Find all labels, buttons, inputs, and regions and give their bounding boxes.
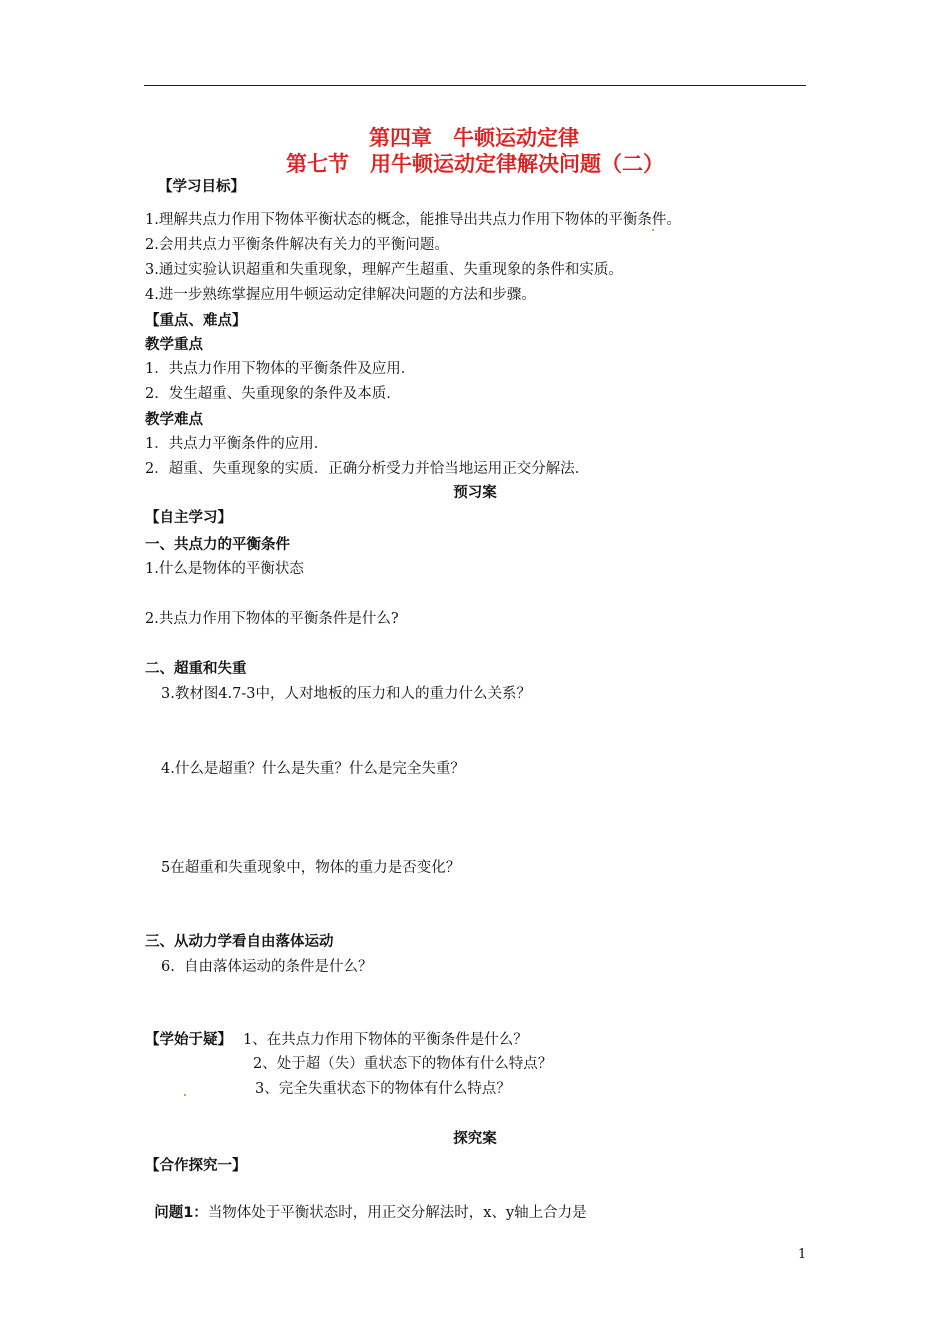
speck-mark	[652, 229, 654, 231]
header-rule	[144, 85, 806, 86]
question-text: 当物体处于平衡状态时，用正交分解法时，x、y轴上合力是	[207, 1205, 587, 1221]
question-1: 1.什么是物体的平衡状态	[145, 561, 304, 577]
question-6: 6. 自由落体运动的条件是什么？	[161, 959, 373, 975]
preview-title: 预习案	[453, 485, 497, 501]
question-4: 4.什么是超重？什么是失重？什么是完全失重？	[161, 761, 465, 777]
focus-item-2: 2．发生超重、失重现象的条件及本质．	[145, 386, 401, 402]
doubt-item-2: 2、处于超（失）重状态下的物体有什么特点？	[253, 1056, 553, 1072]
focus-label: 教学重点	[145, 337, 203, 353]
difficulty-label: 教学难点	[145, 412, 203, 428]
speck-mark	[184, 1094, 186, 1096]
goals-heading: 【学习目标】	[158, 179, 245, 195]
difficulty-item-1: 1．共点力平衡条件的应用．	[145, 436, 329, 452]
goal-item-1: 1.理解共点力作用下物体平衡状态的概念，能推导出共点力作用下物体的平衡条件。	[145, 212, 681, 228]
part2-heading: 二、超重和失重	[145, 661, 247, 677]
coop-inquiry-heading: 【合作探究一】	[145, 1158, 247, 1174]
focus-item-1: 1．共点力作用下物体的平衡条件及应用．	[145, 361, 416, 377]
doubt-item-3: 3、完全失重状态下的物体有什么特点？	[255, 1081, 511, 1097]
question-3: 3.教材图4.7-3中，人对地板的压力和人的重力什么关系？	[161, 686, 532, 702]
key-points-heading: 【重点、难点】	[145, 313, 247, 329]
doubts-label: 【学始于疑】	[145, 1032, 232, 1048]
part3-heading: 三、从动力学看自由落体运动	[145, 934, 334, 950]
goal-item-3: 3.通过实验认识超重和失重现象，理解产生超重、失重现象的条件和实质。	[145, 262, 623, 278]
difficulty-item-2: 2．超重、失重现象的实质．正确分析受力并恰当地运用正交分解法．	[145, 461, 590, 477]
goal-item-2: 2.会用共点力平衡条件解决有关力的平衡问题。	[145, 237, 449, 253]
question-label: 问题1：	[154, 1205, 208, 1221]
part1-heading: 一、共点力的平衡条件	[145, 537, 290, 553]
question-1-row	[145, 1183, 587, 1223]
self-study-heading: 【自主学习】	[145, 510, 232, 526]
section-title: 第七节 用牛顿运动定律解决问题（二）	[286, 152, 664, 176]
inquiry-title: 探究案	[453, 1131, 497, 1147]
page-number: 1	[798, 1247, 807, 1262]
question-5: 5在超重和失重现象中，物体的重力是否变化？	[161, 860, 461, 876]
chapter-title: 第四章 牛顿运动定律	[369, 126, 579, 150]
doubt-item-1: 1、在共点力作用下物体的平衡条件是什么？	[243, 1032, 528, 1048]
question-2: 2.共点力作用下物体的平衡条件是什么?	[145, 611, 399, 627]
goal-item-4: 4.进一步熟练掌握应用牛顿运动定律解决问题的方法和步骤。	[145, 287, 536, 303]
